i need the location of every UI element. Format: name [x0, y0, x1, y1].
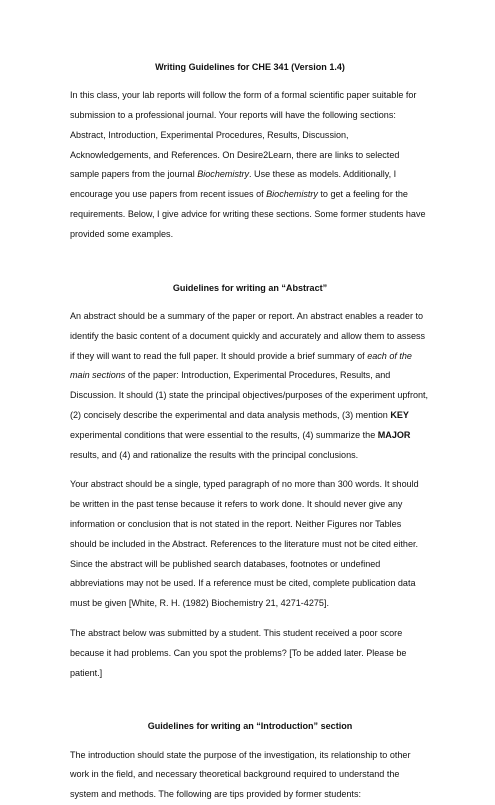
intro-text-5: to get a feeling for the requirements. Below, I give advice for writing these sections. Some former students have provided some examples. [70, 189, 426, 239]
paragraph-spacer [70, 614, 430, 624]
major-emphasis: MAJOR [377, 429, 411, 440]
abstract-paragraph-3: The abstract below was submitted by a student. This student received a poor score because it had problems. Can you spot the problems? [To be added later. Please be patient.] [70, 627, 407, 678]
introduction-heading: Guidelines for writing an “Introduction” section [147, 721, 353, 732]
abstract-heading: Guidelines for writing an “Abstract” [172, 282, 328, 293]
intro-paragraph [70, 86, 430, 244]
section-spacer [70, 245, 430, 279]
document-title: Writing Guidelines for CHE 341 (Version 1.4) [155, 62, 345, 72]
abstract-paragraph-1 [70, 307, 430, 465]
abstract-paragraph-2: Your abstract should be a single, typed paragraph of no more than 300 words. It should be written in the past tense because it refers to work done. It should never give any information or conclusion that is not stated in the report. Neither Figures nor Tables should be included in the Abstract. References to the literature must not be cited either. Since the abstract will be published search databases, footnotes or undefined abbreviations may not be used. If a reference must be cited, complete publication data must be given [White, R. H. (1982) Biochemistry 21, 4271-4275]. [70, 479, 419, 609]
abstract-text-1: An abstract should be a summary of the paper or report. An abstract enables a reader to identify the basic content of a document quickly and accurately and allow them to assess if they will want to read the full paper. It should provide a brief summary of [70, 310, 426, 361]
abstract-emphasis: each of the main sections [70, 350, 412, 381]
journal-name-italic: Biochemistry [197, 169, 250, 180]
document-body [70, 58, 430, 805]
journal-name-italic-2: Biochemistry [266, 189, 318, 200]
introduction-paragraph-1: The introduction should state the purpose of the investigation, its relationship to other work in the field, and necessary theoretical background required to understand the system and methods. The following are tips provided by former students: [70, 749, 411, 800]
abstract-text-7: results, and (4) and rationalize the results with the principal conclusions. [70, 449, 359, 460]
intro-text-1: In this class, your lab reports will follow the form of a formal scientific paper suitable for submission to a professional journal. Your reports will have the following sections: Abstract, Introduction, Experimental Procedures, Results, Discussion, Acknowledgements, and References. On Desire2Learn, there are links to selected sample papers from the journal [70, 90, 417, 180]
intro-text-3: . Use these as models. Additionally, I encourage you use papers from recent issues of [70, 169, 397, 200]
abstract-text-3: of the paper: Introduction, Experimental Procedures, Results, and Discussion. It should (1) state the principal objectives/purposes of the experiment upfront, (2) concisely describe the experimental and data analysis methods, (3) mention [70, 370, 429, 420]
paragraph-spacer [70, 465, 430, 475]
abstract-text-5: experimental conditions that were essential to the results, (4) summarize the [70, 429, 378, 440]
key-emphasis: KEY [390, 409, 409, 420]
section-spacer [70, 683, 430, 717]
